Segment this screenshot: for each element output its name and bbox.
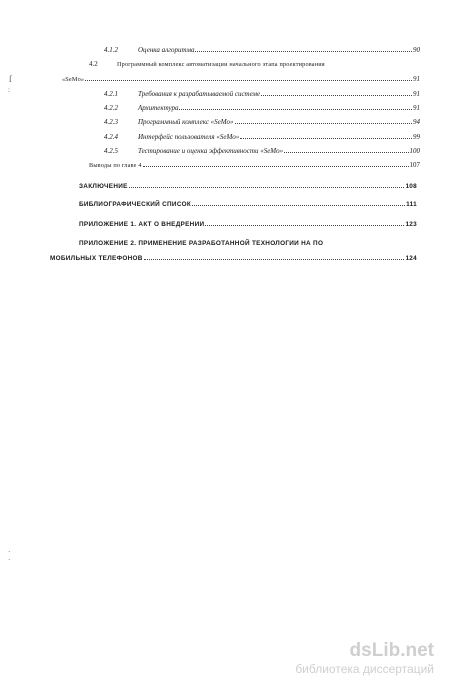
- toc-entry: [79, 181, 417, 191]
- toc-entry-page: 123: [405, 221, 417, 228]
- toc-entry-title-cont: «SeMo»: [62, 76, 85, 83]
- toc-entry: [89, 160, 420, 170]
- toc-leader: [85, 74, 412, 81]
- toc-leader: [235, 117, 412, 124]
- toc-entry-title: ПРИЛОЖЕНИЕ 2. ПРИМЕНЕНИЕ РАЗРАБОТАННОЙ ТЕХНОЛОГИИ НА ПО: [79, 240, 324, 247]
- toc-entry-number: 4.2.3: [104, 118, 118, 126]
- scan-artifact: ·: [8, 556, 11, 564]
- toc-entry-page: 91: [413, 90, 420, 98]
- toc-leader: [192, 199, 405, 206]
- toc-leader: [261, 89, 412, 96]
- toc-entry: [79, 199, 417, 209]
- toc-entry-title: ПРИЛОЖЕНИЕ 1. АКТ О ВНЕДРЕНИИ: [79, 221, 205, 228]
- toc-entry-title: Требования к разрабатываемой системе: [138, 90, 261, 98]
- toc-leader: [144, 253, 405, 260]
- toc-entry-number: 4.2.2: [104, 104, 118, 112]
- toc-entry-continuation: [62, 74, 420, 84]
- toc-entry-number: 4.1.2: [104, 46, 118, 54]
- toc-entry-title-cont: МОБИЛЬНЫХ ТЕЛЕФОНОВ: [50, 255, 143, 262]
- scan-artifact: :: [8, 86, 10, 94]
- toc-entry: [79, 239, 419, 248]
- toc-entry-page: 100: [409, 147, 420, 155]
- scan-artifact: ·: [8, 548, 11, 556]
- toc-leader: [284, 146, 408, 153]
- toc-entry: [104, 146, 420, 156]
- toc-entry: [89, 60, 409, 69]
- toc-entry-page: 111: [406, 201, 417, 208]
- toc-entry: [104, 45, 420, 55]
- toc-entry-number: 4.2.5: [104, 147, 118, 155]
- toc-leader: [195, 45, 412, 52]
- toc-entry-title: Тестирование и оценка эффективности «SeMo»: [138, 147, 284, 155]
- toc-leader: [143, 160, 409, 167]
- toc-entry: [104, 89, 420, 99]
- toc-leader: [240, 132, 412, 139]
- toc-entry-title: Программный комплекс автоматизации начального этапа проектирования: [117, 61, 325, 68]
- toc-entry-title: Интерфейс пользователя «SeMo»: [138, 133, 240, 141]
- toc-entry-title: Архитектура: [138, 104, 179, 112]
- toc-entry-continuation: [50, 253, 417, 263]
- toc-entry-page: 91: [413, 75, 420, 83]
- toc-entry-number: 4.2.1: [104, 90, 118, 98]
- toc-leader: [205, 219, 404, 226]
- toc-entry-page: 108: [405, 183, 417, 190]
- toc-entry-page: 94: [413, 118, 420, 126]
- toc-entry-page: 107: [409, 161, 420, 169]
- toc-entry-number: 4.2: [89, 60, 98, 68]
- toc-entry-page: 91: [413, 104, 420, 112]
- toc-leader: [129, 181, 405, 188]
- toc-entry: [104, 103, 420, 113]
- toc-entry: [104, 132, 420, 142]
- watermark-subtitle: библиотека диссертаций: [295, 662, 434, 676]
- toc-entry-page: 90: [413, 46, 420, 54]
- toc-entry-title: Оценка алгоритма: [138, 46, 195, 54]
- toc-entry-title: Выводы по главе 4: [89, 162, 142, 169]
- toc-entry: [104, 117, 420, 127]
- watermark-logo: dsLib.net: [349, 640, 434, 661]
- toc-entry: [79, 219, 417, 229]
- toc-leader: [179, 103, 412, 110]
- toc-entry-title: ЗАКЛЮЧЕНИЕ: [79, 183, 128, 190]
- toc-entry-page: 124: [405, 255, 417, 262]
- toc-entry-title: БИБЛИОГРАФИЧЕСКИЙ СПИСОК: [79, 201, 192, 208]
- scan-artifact: ſ: [9, 74, 12, 84]
- toc-entry-title: Программный комплекс «SeMo»: [138, 118, 234, 126]
- toc-entry-number: 4.2.4: [104, 133, 118, 141]
- toc-entry-page: 99: [413, 133, 420, 141]
